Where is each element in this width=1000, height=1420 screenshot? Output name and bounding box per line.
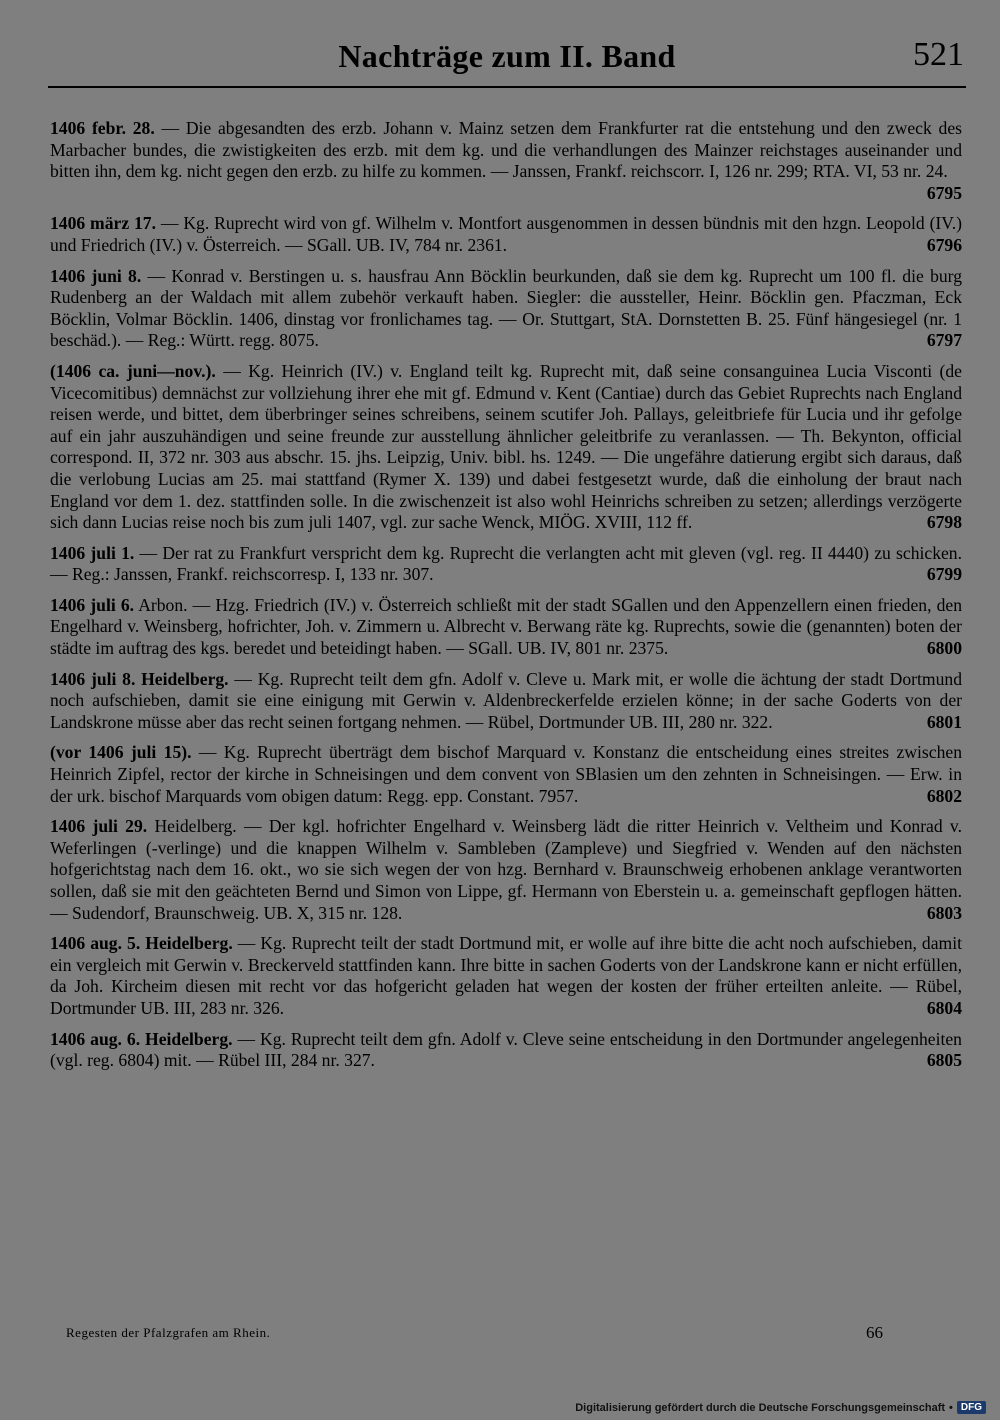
regest-date: 1406 febr. 28. [50,118,155,138]
regest-number: 6798 [926,512,962,533]
regest-number: 6796 [926,234,962,255]
regest-number: 6802 [926,785,962,806]
page-number: 521 [913,36,964,73]
regest-entry [50,213,962,256]
regest-date: (vor 1406 juli 15). [50,742,192,763]
regest-entry [50,816,962,924]
regest-text: — Die abgesandten des erzb. Johann v. Mainz setzen dem Frankfurter rat die entstehung und den zweck des Marbacher bundes, die zwistigkeiten des erzb. mit dem kg. und die verhandlungen des Mainzer reichstages auseinander und bitten ihn, dem kg. nicht gegen den erzb. zu hilfe zu kommen. — Janssen, Frankf. reichscorr. I, 126 nr. 299; RTA. VI, 53 nr. 24. [50,118,962,182]
dfg-funding-bar: Digitalisierung gefördert durch die Deutsche Forschungsgemeinschaft • DFG [575,1401,986,1414]
regest-number: 6803 [926,902,962,923]
regest-text: — Konrad v. Berstingen u. s. hausfrau Ann Böcklin beurkunden, daß sie dem kg. Ruprecht um 100 fl. die burg Rudenberg an der Waldach mit allem zubehör verkauft haben. Siegler: die aussteller, Heinr. Böcklin gen. Pfaczman, Eck Böcklin, Volmar Böcklin. 1406, dinstag vor fronlichames tag. — Or. Stuttgart, StA. Dornstetten B. 25. Fünf hängesiegel (nr. 1 beschäd.). — Reg.: Württ. regg. 8075. [50,265,962,351]
regest-text: — Kg. Ruprecht überträgt dem bischof Marquard v. Konstanz die entscheidung eines streites zwischen Heinrich Zipfel, rector der kirche in Schneisingen und dem convent von SBlasien um den zehnten in Schneisingen. — Erw. in der urk. bischof Marquards vom obigen datum: Regg. epp. Constant. 7957. [50,742,962,806]
regest-date: 1406 juli 29. [50,816,148,837]
regest-text: — Kg. Ruprecht teilt der stadt Dortmund mit, er wolle auf ihre bitte die acht noch aufschieben, damit ein vergleich mit Gerwin v. Breckerveld stattfinden kann. Ihre bitte in sachen Goderts von der Landskrone kann er nicht erfüllen, da Joh. Kircheim diesen mit recht vor das hofgericht geladen hat wegen der kosten der früher erteilten anleite. — Rübel, Dortmunder UB. III, 283 nr. 326. [50,933,962,1018]
regest-number: 6804 [926,997,962,1018]
regest-text: — Kg. Ruprecht wird von gf. Wilhelm v. Montfort ausgenommen in dessen bündnis mit den hzgn. Leopold (IV.) und Friedrich (IV.) v. Österreich. — SGall. UB. IV, 784 nr. 2361. [50,213,962,255]
regest-text: — Kg. Ruprecht teilt dem gfn. Adolf v. Cleve seine entscheidung in den Dortmunder angelegenheiten (vgl. reg. 6804) mit. — Rübel III, 284 nr. 327. [50,1028,962,1071]
regest-date: 1406 juni 8. [50,265,142,286]
regest-text: — Der rat zu Frankfurt verspricht dem kg. Ruprecht die verlangten acht mit gleven (vgl. reg. II 4440) zu schicken. — Reg.: Janssen, Frankf. reichscorresp. I, 133 nr. 307. [50,542,962,585]
regest-date: 1406 märz 17. [50,213,156,234]
regest-number: 6800 [926,638,962,659]
regest-text: — Kg. Ruprecht teilt dem gfn. Adolf v. Cleve u. Mark mit, er wolle die ächtung der stadt Dortmund noch aufschieben, damit sie eine einigung mit Gerwin v. Aldenbreckerfelde erzielen könne; in der sache Goderts von der Landskrone müsse aber das recht seinen fortgang nehmen. — Rübel, Dortmunder UB. III, 280 nr. 322. [50,668,962,732]
regest-entry [50,933,962,1019]
regest-date: 1406 aug. 5. Heidelberg. [50,933,233,954]
regest-date: 1406 aug. 6. Heidelberg. [50,1028,233,1049]
footer-series-title: Regesten der Pfalzgrafen am Rhein. [66,1325,271,1340]
regest-date: (1406 ca. juni—nov.). [50,360,216,381]
dfg-logo-icon: DFG [957,1401,986,1414]
regest-number: 6805 [926,1050,962,1071]
regest-number: 6799 [926,564,962,585]
regest-entry [50,742,962,807]
regest-text: Heidelberg. — Der kgl. hofrichter Engelhard v. Weinsberg lädt die ritter Heinrich v. Veltheim und Konrad v. Weferlingen (-verlinge) und die knappen Wilhelm v. Sambleben (Zampleve) und Siegfried v. Wenden auf den nächsten hofgerichtstag nach dem 16. okt., wo sie sich wegen der von hzg. Bernhard v. Braunschweig erhobenen anklage verantworten sollen, daß sie mit den geächteten Bernd und Simon von Lippe, gf. Hermann von Eberstein u. a. gemeinschaft gepflogen hätten. — Sudendorf, Braunschweig. UB. X, 315 nr. 128. [50,816,962,923]
regest-date: 1406 juli 1. [50,542,135,563]
regest-entry [50,543,962,586]
regest-number: 6795 [926,182,962,203]
regest-entry [50,595,962,660]
regest-number: 6801 [926,711,962,732]
regest-entry [50,361,962,534]
header-rule [48,86,966,88]
regest-date: 1406 juli 8. Heidelberg. [50,668,229,689]
regest-date: 1406 juli 6. [50,594,135,615]
page-header [48,36,966,86]
regest-entry [50,669,962,734]
regest-number: 6797 [926,330,962,351]
regest-entry [50,118,962,204]
regest-entry [50,1029,962,1072]
regesten-list [50,118,962,1081]
dfg-funding-text: Digitalisierung gefördert durch die Deutsche Forschungsgemeinschaft [575,1401,946,1414]
regest-entry [50,266,962,352]
regest-text: — Kg. Heinrich (IV.) v. England teilt kg. Ruprecht mit, daß seine consanguinea Lucia Visconti (de Vicecomitibus) demnächst zur vollziehung ihrer ehe mit gf. Edmund v. Kent (Cantiae) durch das Gebiet Ruprechts nach England reisen werde, und bittet, dem überbringer seines schreibens, seinem scutifer Joh. Pallays, geleitbriefe für Lucia und ihr gefolge auf ein jahr auszuhändigen und seine freunde zur ausstellung ähnlicher geleitbrife zu veranlassen. — Th. Bekynton, official correspond. II, 372 nr. 303 aus abschr. 15. jhs. Leipzig, Univ. bibl. hs. 1249. — Die ungefähre datierung ergibt sich daraus, daß die verlobung Lucias am 25. mai stattfand (Rymer X. 139) und dabei festgesetzt wurde, daß die einholung der braut nach England vor dem 1. dez. stattfinden solle. In die zwischenzeit ist also wohl Heinrichs schreiben zu setzen; allerdings verzögerte sich dann Lucias reise noch bis zum juli 1407, vgl. zur sache Wenck, MIÖG. XVIII, 112 ff. [50,360,962,533]
page-title: Nachträge zum II. Band [338,38,676,74]
regest-text: Arbon. — Hzg. Friedrich (IV.) v. Österreich schließt mit der stadt SGallen und den Appenzellern einen frieden, den Engelhard v. Weinsberg, hofrichter, Joh. v. Zimmern u. Albrecht v. Berwang räte kg. Ruprechts, sowie die (genannten) boten der städte im auftrag des kgs. beredet und beteidingt haben. — SGall. UB. IV, 801 nr. 2375. [50,594,962,659]
footer-signature-number: 66 [866,1323,883,1342]
